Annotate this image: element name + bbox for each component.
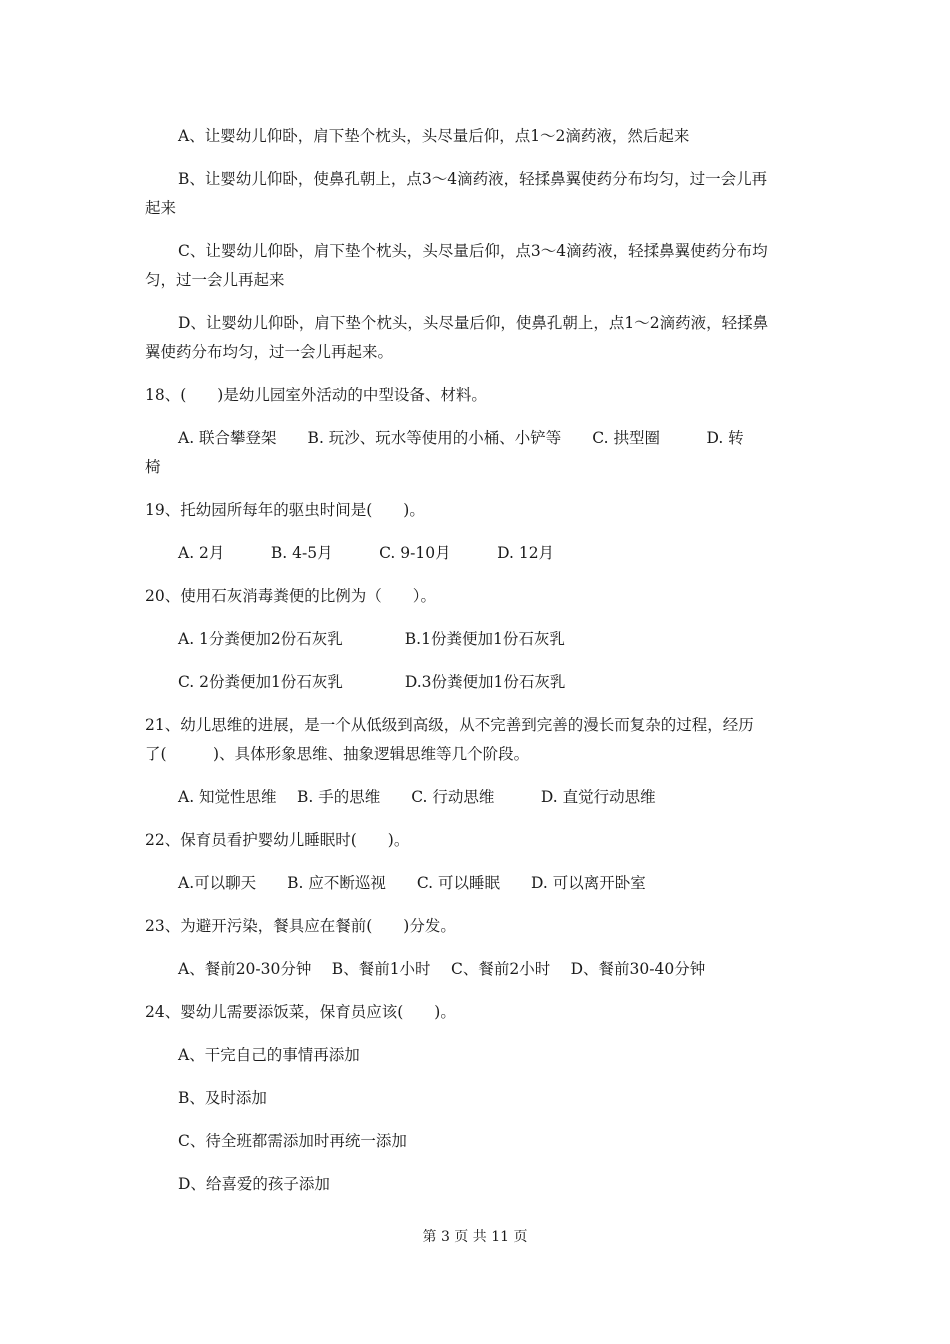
q17-option-d — [145, 309, 810, 367]
question-content — [145, 122, 810, 1213]
q19-options — [145, 539, 810, 568]
q17-option-b-line1: B、让婴幼儿仰卧，使鼻孔朝上，点3～4滴药液，轻揉鼻翼使药分布均匀，过一会儿再 — [178, 170, 768, 188]
q23-stem — [145, 912, 810, 941]
page-footer: 第 3 页 共 11 页 — [422, 1229, 528, 1245]
q24-stem — [145, 998, 810, 1027]
q17-option-c — [145, 237, 810, 295]
q18-options-line1: A. 联合攀登架 B. 玩沙、玩水等使用的小桶、小铲等 C. 拱型圈 D. 转 — [178, 429, 744, 447]
q18-stem — [145, 381, 810, 410]
q21-stem-line2: 了( )、具体形象思维、抽象逻辑思维等几个阶段。 — [145, 745, 530, 763]
q18-options-line2: 椅 — [145, 458, 161, 476]
q24-option-c — [145, 1127, 810, 1156]
q23-stem-text: 23、为避开污染，餐具应在餐前( )分发。 — [145, 917, 456, 935]
q22-stem — [145, 826, 810, 855]
q19-options-text: A. 2月 B. 4-5月 C. 9-10月 D. 12月 — [178, 544, 555, 562]
q21-options-text: A. 知觉性思维 B. 手的思维 C. 行动思维 D. 直觉行动思维 — [178, 788, 656, 806]
q22-stem-text: 22、保育员看护婴幼儿睡眠时( )。 — [145, 831, 410, 849]
q17-option-c-line2: 匀，过一会儿再起来 — [145, 271, 285, 289]
q19-stem — [145, 496, 810, 525]
q22-options — [145, 869, 810, 898]
q20-options-cd — [145, 668, 810, 697]
q17-option-d-line1: D、让婴幼儿仰卧，肩下垫个枕头，头尽量后仰，使鼻孔朝上，点1～2滴药液，轻揉鼻 — [178, 314, 769, 332]
q24-option-b — [145, 1084, 810, 1113]
q24-option-a — [145, 1041, 810, 1070]
q18-stem-text: 18、( )是幼儿园室外活动的中型设备、材料。 — [145, 386, 487, 404]
q24-option-a-text: A、干完自己的事情再添加 — [178, 1046, 360, 1064]
q20-options-ab — [145, 625, 810, 654]
q20-options-line2: C. 2份粪便加1份石灰乳 D.3份粪便加1份石灰乳 — [178, 673, 566, 691]
q19-stem-text: 19、托幼园所每年的驱虫时间是( )。 — [145, 501, 425, 519]
q20-options-line1: A. 1分粪便加2份石灰乳 B.1份粪便加1份石灰乳 — [178, 630, 565, 648]
q23-options — [145, 955, 810, 984]
q18-options — [145, 424, 810, 482]
q24-option-c-text: C、待全班都需添加时再统一添加 — [178, 1132, 407, 1150]
q17-option-b-line2: 起来 — [145, 199, 177, 217]
q17-option-a — [145, 122, 810, 151]
q21-options — [145, 783, 810, 812]
q17-option-a-text: A、让婴幼儿仰卧，肩下垫个枕头，头尽量后仰，点1～2滴药液，然后起来 — [178, 127, 690, 145]
q17-option-b — [145, 165, 810, 223]
q24-stem-text: 24、婴幼儿需要添饭菜，保育员应该( )。 — [145, 1003, 456, 1021]
q17-option-d-line2: 翼使药分布均匀，过一会儿再起来。 — [145, 343, 394, 361]
q20-stem-text: 20、使用石灰消毒粪便的比例为（ ）。 — [145, 587, 436, 605]
q17-option-c-line1: C、让婴幼儿仰卧，肩下垫个枕头，头尽量后仰，点3～4滴药液，轻揉鼻翼使药分布均 — [178, 242, 768, 260]
q21-stem-line1: 21、幼儿思维的进展，是一个从低级到高级，从不完善到完善的漫长而复杂的过程，经历 — [145, 716, 754, 734]
q24-option-b-text: B、及时添加 — [178, 1089, 267, 1107]
q24-option-d — [145, 1170, 810, 1199]
q24-option-d-text: D、给喜爱的孩子添加 — [178, 1175, 330, 1193]
q21-stem — [145, 711, 810, 769]
q23-options-text: A、餐前20-30分钟 B、餐前1小时 C、餐前2小时 D、餐前30-40分钟 — [178, 960, 706, 978]
q20-stem — [145, 582, 810, 611]
q22-options-text: A.可以聊天 B. 应不断巡视 C. 可以睡眠 D. 可以离开卧室 — [178, 874, 646, 892]
